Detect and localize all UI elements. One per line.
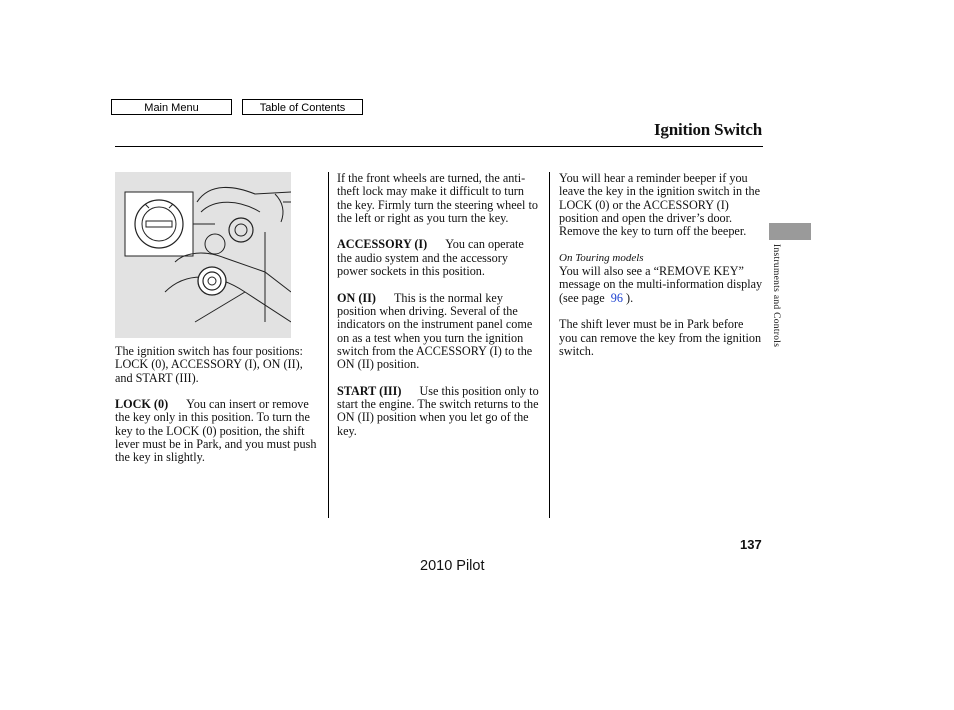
table-of-contents-button[interactable]: Table of Contents — [242, 99, 363, 115]
start-text: Use this position only to start the engine. The switch returns to the ON (II) position when you let go of the key. — [337, 383, 539, 438]
touring-models-label: On Touring models — [559, 251, 644, 264]
start-paragraph — [337, 385, 541, 438]
remove-key-end: ). — [626, 290, 634, 305]
lock-text: You can insert or remove the key only in this position. To turn the key to the LOCK (0) position, the shift lever must be in Park, and you must push the key in slightly. — [115, 397, 317, 465]
wheels-paragraph: If the front wheels are turned, the anti-theft lock may make it difficult to turn the key. Firmly turn the steering wheel to the left or right as you turn the key. — [337, 171, 538, 225]
start-term: START (III) — [337, 383, 402, 398]
lock-paragraph — [115, 398, 317, 464]
section-tab-marker — [769, 223, 811, 240]
page-title: Ignition Switch — [654, 120, 762, 139]
accessory-term: ACCESSORY (I) — [337, 237, 428, 252]
lock-term: LOCK (0) — [115, 397, 169, 412]
ignition-illustration-drawing — [115, 172, 291, 338]
page-96-link[interactable]: 96 — [610, 290, 623, 305]
main-menu-button[interactable]: Main Menu — [111, 99, 232, 115]
section-tab-label: Instruments and Controls — [771, 244, 781, 348]
shift-lever-paragraph: The shift lever must be in Park before you can remove the key from the ignition switch. — [559, 317, 762, 358]
column-2 — [337, 172, 541, 451]
beeper-paragraph: You will hear a reminder beeper if you leave the key in the ignition switch in the LOCK (0) or the ACCESSORY (I) position and open the driver’s door. Remove the key to turn off the beeper. — [559, 171, 761, 239]
column-divider-1 — [328, 172, 329, 518]
page-number: 137 — [740, 537, 762, 552]
ignition-intro: The ignition switch has four positions: LOCK (0), ACCESSORY (I), ON (II), and START (III). — [115, 344, 303, 385]
column-divider-2 — [549, 172, 550, 518]
column-3 — [559, 172, 763, 371]
on-term: ON (II) — [337, 290, 376, 305]
title-rule — [115, 146, 763, 147]
column-1 — [115, 345, 317, 478]
ignition-switch-illustration — [115, 172, 291, 338]
footer-model: 2010 Pilot — [420, 558, 485, 574]
remove-key-paragraph — [559, 265, 763, 305]
on-paragraph — [337, 292, 541, 372]
accessory-paragraph — [337, 238, 541, 278]
remove-key-text: You will also see a “REMOVE KEY” message on the multi-information display (see page — [559, 264, 763, 305]
on-text: This is the normal key position when driving. Several of the indicators on the instrument panel come on as a test when you turn the ignition switch from the ACCESSORY (I) to the ON (II) position. — [337, 290, 533, 372]
accessory-text: You can operate the audio system and the accessory power sockets in this position. — [337, 237, 524, 279]
